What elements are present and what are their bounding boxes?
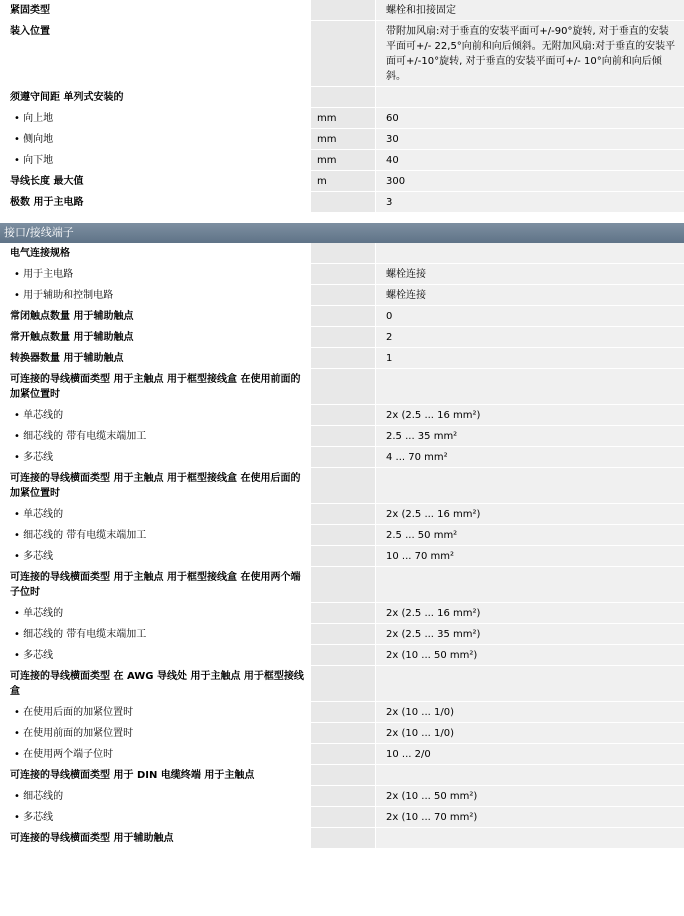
spec-sublabel: • 细芯线的 带有电缆末端加工 [0,426,310,446]
spec-label: 电气连接规格 [10,248,70,259]
spec-label: 可连接的导线横面类型 在 AWG 导线处 用于主触点 用于框型接线盒 [10,671,304,697]
spec-sublabel: • 多芯线 [0,807,310,827]
spec-subrow [0,264,684,285]
spec-row [0,306,684,327]
spec-value: 10 ... 2/0 [375,744,684,764]
spec-value: 10 ... 70 mm² [375,546,684,566]
spec-unit [310,264,375,284]
spec-subrow [0,150,684,171]
spec-subrow [0,744,684,765]
spec-value: 2x (2.5 ... 16 mm²) [375,405,684,425]
spec-value: 2x (10 ... 1/0) [375,723,684,743]
spec-row [0,192,684,213]
spec-value: 螺栓和扣接固定 [375,0,684,20]
spec-value [375,567,684,602]
spec-value: 2x (10 ... 1/0) [375,702,684,722]
spec-unit [310,468,375,503]
spec-row [0,567,684,603]
spec-value [375,765,684,785]
spec-subrow [0,603,684,624]
spec-label: 须遵守间距 单列式安装的 [10,92,124,103]
spec-value: 螺栓连接 [375,285,684,305]
spec-sublabel: • 用于辅助和控制电路 [0,285,310,305]
spec-value [375,468,684,503]
spec-sublabel: • 单芯线的 [0,603,310,623]
spec-unit [310,447,375,467]
spec-subrow [0,786,684,807]
spec-sublabel: • 向下地 [0,150,310,170]
spec-label: 可连接的导线横面类型 用于主触点 用于框型接线盒 在使用两个端子位时 [10,572,301,598]
spec-label: 可连接的导线横面类型 用于 DIN 电缆终端 用于主触点 [10,770,255,781]
spec-unit [310,666,375,701]
spec-row [0,327,684,348]
spec-unit [310,405,375,425]
spec-sublabel: • 用于主电路 [0,264,310,284]
spec-unit [310,744,375,764]
spec-value [375,243,684,263]
spec-value: 40 [375,150,684,170]
spec-unit [310,369,375,404]
spec-sublabel: • 在使用两个端子位时 [0,744,310,764]
spec-value [375,87,684,107]
spec-value: 带附加风扇:对于垂直的安装平面可+/-90°旋转, 对于垂直的安装平面可+/- 22,5°向前和向后倾斜。无附加风扇:对于垂直的安装平面可+/-10°旋转, 对于垂直的安装平面可+/- 10°向前和向后倾斜。 [375,21,684,86]
spec-unit [310,567,375,602]
spec-unit [310,327,375,347]
section-header: 接口/接线端子 [0,223,684,243]
spec-row [0,828,684,849]
spec-row [0,171,684,192]
spec-unit [310,828,375,848]
spec-unit [310,285,375,305]
spec-subrow [0,426,684,447]
spec-value: 0 [375,306,684,326]
spec-unit: mm [310,129,375,149]
spec-unit: m [310,171,375,191]
spec-value: 60 [375,108,684,128]
spec-value: 3 [375,192,684,212]
spec-unit [310,702,375,722]
spec-unit [310,765,375,785]
spec-value: 2 [375,327,684,347]
spec-value [375,666,684,701]
spec-label: 极数 用于主电路 [10,197,84,208]
spec-row [0,369,684,405]
spec-value: 2x (2.5 ... 16 mm²) [375,504,684,524]
spec-subrow [0,546,684,567]
spec-value: 2x (2.5 ... 16 mm²) [375,603,684,623]
spec-unit: mm [310,150,375,170]
spec-sublabel: • 多芯线 [0,546,310,566]
spec-label: 紧固类型 [10,5,50,16]
spec-sublabel: • 细芯线的 [0,786,310,806]
spec-row [0,348,684,369]
spec-unit [310,192,375,212]
spec-subrow [0,723,684,744]
spec-sublabel: • 在使用后面的加紧位置时 [0,702,310,722]
spec-subrow [0,645,684,666]
spec-value [375,369,684,404]
spec-unit [310,624,375,644]
spec-value: 30 [375,129,684,149]
spec-row [0,765,684,786]
spec-table-top [0,0,684,213]
spec-unit [310,525,375,545]
spec-sublabel: • 细芯线的 带有电缆末端加工 [0,525,310,545]
spec-value: 2x (10 ... 70 mm²) [375,807,684,827]
spec-value: 螺栓连接 [375,264,684,284]
spec-subrow [0,447,684,468]
spec-label: 可连接的导线横面类型 用于主触点 用于框型接线盒 在使用后面的加紧位置时 [10,473,301,499]
spec-unit [310,546,375,566]
spec-unit [310,306,375,326]
spec-unit [310,603,375,623]
spec-label: 常开触点数量 用于辅助触点 [10,332,134,343]
spec-unit [310,723,375,743]
spec-subrow [0,285,684,306]
spec-unit [310,807,375,827]
spec-unit [310,426,375,446]
spec-value [375,828,684,848]
spec-unit: mm [310,108,375,128]
spec-value: 4 ... 70 mm² [375,447,684,467]
spec-unit [310,21,375,86]
spec-label: 可连接的导线横面类型 用于主触点 用于框型接线盒 在使用前面的加紧位置时 [10,374,301,400]
spec-subrow [0,108,684,129]
spec-row [0,666,684,702]
spec-label: 常闭触点数量 用于辅助触点 [10,311,134,322]
spec-unit [310,243,375,263]
spec-value: 2x (2.5 ... 35 mm²) [375,624,684,644]
spec-row [0,468,684,504]
spec-sublabel: • 在使用前面的加紧位置时 [0,723,310,743]
spec-subrow [0,405,684,426]
spec-table-connections [0,243,684,849]
spec-value: 2.5 ... 50 mm² [375,525,684,545]
spec-sublabel: • 多芯线 [0,645,310,665]
spec-label: 装入位置 [10,26,50,37]
spec-row [0,87,684,108]
spec-label: 可连接的导线横面类型 用于辅助触点 [10,833,174,844]
spec-value: 300 [375,171,684,191]
spec-subrow [0,702,684,723]
spec-row [0,243,684,264]
spec-unit [310,0,375,20]
spec-label: 导线长度 最大值 [10,176,84,187]
spec-sublabel: • 向上地 [0,108,310,128]
spec-subrow [0,807,684,828]
spec-unit [310,786,375,806]
spec-row [0,0,684,21]
spec-value: 1 [375,348,684,368]
spec-value: 2x (10 ... 50 mm²) [375,786,684,806]
spec-row [0,21,684,87]
spec-sublabel: • 侧向地 [0,129,310,149]
spec-value: 2.5 ... 35 mm² [375,426,684,446]
spec-subrow [0,624,684,645]
spec-unit [310,87,375,107]
spec-value: 2x (10 ... 50 mm²) [375,645,684,665]
spec-sublabel: • 多芯线 [0,447,310,467]
spec-sublabel: • 单芯线的 [0,405,310,425]
spec-subrow [0,525,684,546]
spec-unit [310,504,375,524]
spec-subrow [0,504,684,525]
spec-sublabel: • 细芯线的 带有电缆末端加工 [0,624,310,644]
spec-label: 转换器数量 用于辅助触点 [10,353,124,364]
spec-unit [310,645,375,665]
spec-subrow [0,129,684,150]
spec-unit [310,348,375,368]
spec-sublabel: • 单芯线的 [0,504,310,524]
